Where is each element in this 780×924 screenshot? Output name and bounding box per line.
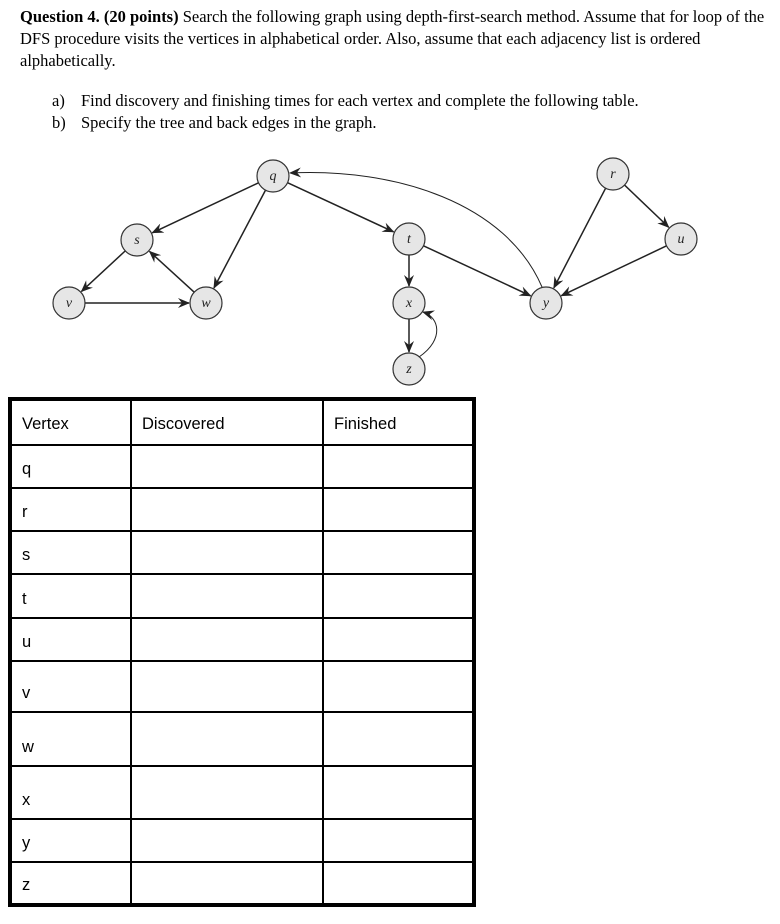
finished-cell[interactable]: [323, 862, 474, 905]
question-body: Search the following graph using depth-first-search method. Assume that for loop of the DFS procedure visits the vertices in alphabetical order. Also, assume that each adjacency list is ordered alphabetically.: [20, 7, 765, 70]
vertex-cell: [10, 819, 131, 862]
graph-edges: [81, 173, 668, 357]
vertex-y: [530, 287, 562, 319]
vertex-label: x: [405, 296, 413, 311]
edge-q-t: [288, 183, 394, 232]
vertex-cell-text: w: [22, 738, 34, 756]
edge-r-u: [625, 185, 669, 227]
part-b: [52, 112, 639, 134]
vertex-r: [597, 158, 629, 190]
table-row: [10, 819, 474, 862]
vertex-label: r: [610, 167, 616, 182]
table-row: [10, 712, 474, 766]
vertex-u: [665, 223, 697, 255]
discovered-cell-text: [142, 609, 312, 617]
vertex-cell-text: q: [22, 460, 32, 478]
graph-nodes: [53, 158, 697, 385]
discovered-cell-text: [142, 895, 312, 903]
discovered-cell[interactable]: [131, 574, 323, 618]
discovered-cell-text: [142, 757, 312, 765]
edge-u-y: [561, 246, 666, 296]
vertex-label: z: [406, 362, 412, 377]
discovered-cell-text: [142, 652, 312, 660]
part-text: Specify the tree and back edges in the graph.: [81, 113, 377, 132]
table-row: [10, 574, 474, 618]
vertex-cell: [10, 862, 131, 905]
finished-cell-text: [334, 565, 462, 573]
vertex-label: v: [65, 296, 73, 311]
vertex-t: [393, 223, 425, 255]
question-text: [20, 6, 770, 72]
vertex-cell: [10, 574, 131, 618]
finished-cell[interactable]: [323, 574, 474, 618]
part-a: [52, 90, 639, 112]
vertex-cell-text: u: [22, 633, 32, 651]
vertex-cell-text: y: [22, 834, 31, 852]
table-row: [10, 531, 474, 574]
question-parts: [52, 90, 639, 134]
vertex-v: [53, 287, 85, 319]
edge-q-s: [152, 183, 258, 233]
edge-q-w: [214, 190, 266, 288]
edge-s-v: [81, 251, 125, 292]
part-label: b): [52, 113, 66, 132]
discovered-cell[interactable]: [131, 618, 323, 661]
table-row: [10, 488, 474, 531]
table-row: [10, 661, 474, 712]
vertex-label: w: [201, 296, 211, 311]
edge-w-s: [150, 251, 195, 292]
edge-z-x: [419, 312, 437, 357]
vertex-cell-text: s: [22, 546, 31, 564]
vertex-cell: [10, 488, 131, 531]
table-header-row: [10, 399, 474, 445]
finished-cell[interactable]: [323, 819, 474, 862]
vertex-label: q: [269, 169, 277, 184]
finished-cell-text: [334, 810, 462, 818]
discovered-cell[interactable]: [131, 862, 323, 905]
finished-cell[interactable]: [323, 618, 474, 661]
vertex-cell-text: t: [22, 590, 27, 608]
vertex-w: [190, 287, 222, 319]
part-label: a): [52, 91, 65, 110]
finished-cell-text: [334, 652, 462, 660]
vertex-cell-text: r: [22, 503, 28, 521]
finished-cell-text: [334, 895, 462, 903]
vertex-q: [257, 160, 289, 192]
edge-r-y: [554, 188, 606, 288]
directed-graph: [0, 140, 780, 390]
table-row: [10, 618, 474, 661]
vertex-cell-text: z: [22, 876, 31, 894]
vertex-label: s: [134, 233, 140, 248]
vertex-cell: [10, 531, 131, 574]
vertex-cell-text: x: [22, 791, 31, 809]
vertex-cell: [10, 712, 131, 766]
header-finished: Finished: [323, 399, 474, 445]
discovered-cell[interactable]: [131, 488, 323, 531]
finished-cell-text: [334, 609, 462, 617]
discovered-cell[interactable]: [131, 445, 323, 488]
vertex-label: t: [407, 232, 411, 247]
finished-cell[interactable]: [323, 661, 474, 712]
vertex-cell-text: v: [22, 684, 31, 702]
table-row: [10, 862, 474, 905]
header-vertex: Vertex: [10, 399, 131, 445]
discovered-cell-text: [142, 522, 312, 530]
header-discovered: Discovered: [131, 399, 323, 445]
discovered-cell-text: [142, 565, 312, 573]
discovered-cell[interactable]: [131, 819, 323, 862]
vertex-cell: [10, 618, 131, 661]
vertex-cell: [10, 766, 131, 819]
discovered-cell-text: [142, 703, 312, 711]
finished-cell[interactable]: [323, 766, 474, 819]
finished-cell-text: [334, 853, 462, 861]
finished-cell[interactable]: [323, 445, 474, 488]
vertex-x: [393, 287, 425, 319]
dfs-times-table: [8, 397, 476, 907]
discovered-cell[interactable]: [131, 712, 323, 766]
finished-cell[interactable]: [323, 531, 474, 574]
finished-cell[interactable]: [323, 488, 474, 531]
finished-cell-text: [334, 522, 462, 530]
discovered-cell[interactable]: [131, 766, 323, 819]
table-row: [10, 445, 474, 488]
vertex-cell: [10, 661, 131, 712]
finished-cell[interactable]: [323, 712, 474, 766]
discovered-cell-text: [142, 810, 312, 818]
vertex-cell: [10, 445, 131, 488]
discovered-cell[interactable]: [131, 531, 323, 574]
vertex-z: [393, 353, 425, 385]
table-row: [10, 766, 474, 819]
discovered-cell-text: [142, 479, 312, 487]
vertex-label: y: [542, 296, 550, 311]
question-title: Question 4. (20 points): [20, 7, 179, 26]
finished-cell-text: [334, 757, 462, 765]
part-text: Find discovery and finishing times for each vertex and complete the following table.: [81, 91, 639, 110]
discovered-cell[interactable]: [131, 661, 323, 712]
finished-cell-text: [334, 479, 462, 487]
edge-t-y: [423, 246, 530, 296]
finished-cell-text: [334, 703, 462, 711]
vertex-s: [121, 224, 153, 256]
discovered-cell-text: [142, 853, 312, 861]
vertex-label: u: [677, 232, 685, 247]
